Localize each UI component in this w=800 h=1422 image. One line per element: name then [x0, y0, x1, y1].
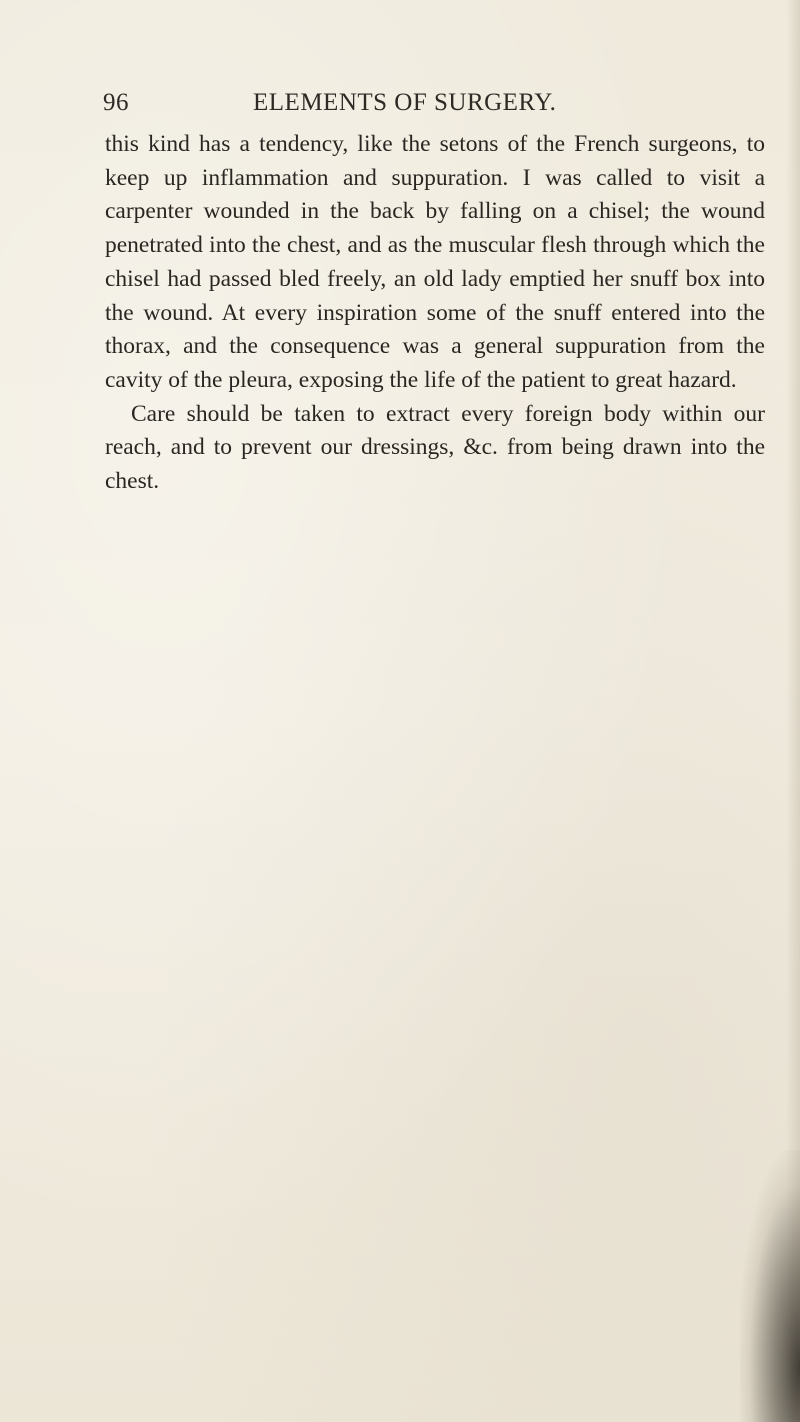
- paragraph: Care should be taken to extract every foreign body within our reach, and to prevent our dressings, &c. from being drawn into the chest.: [105, 400, 765, 495]
- paragraph: this kind has a tendency, like the setons of the French surgeons, to keep up inflammation and suppuration. I was called to visit a carpenter wounded in the back by falling on a chisel; the wound penetrated into the chest, and as the muscular flesh through which the chisel had passed bled freely, an old lady emptied her snuff box into the wound. At every inspiration some of the snuff entered into the thorax, and the consequence was a general suppuration from the cavity of the pleura, exposing the life of the patient to great hazard.: [105, 131, 765, 393]
- body-text: [105, 128, 765, 499]
- running-title: ELEMENTS OF SURGERY.: [253, 89, 557, 116]
- page-number: 96: [103, 89, 129, 116]
- running-head: [103, 86, 623, 120]
- page-stain: [740, 1150, 800, 1422]
